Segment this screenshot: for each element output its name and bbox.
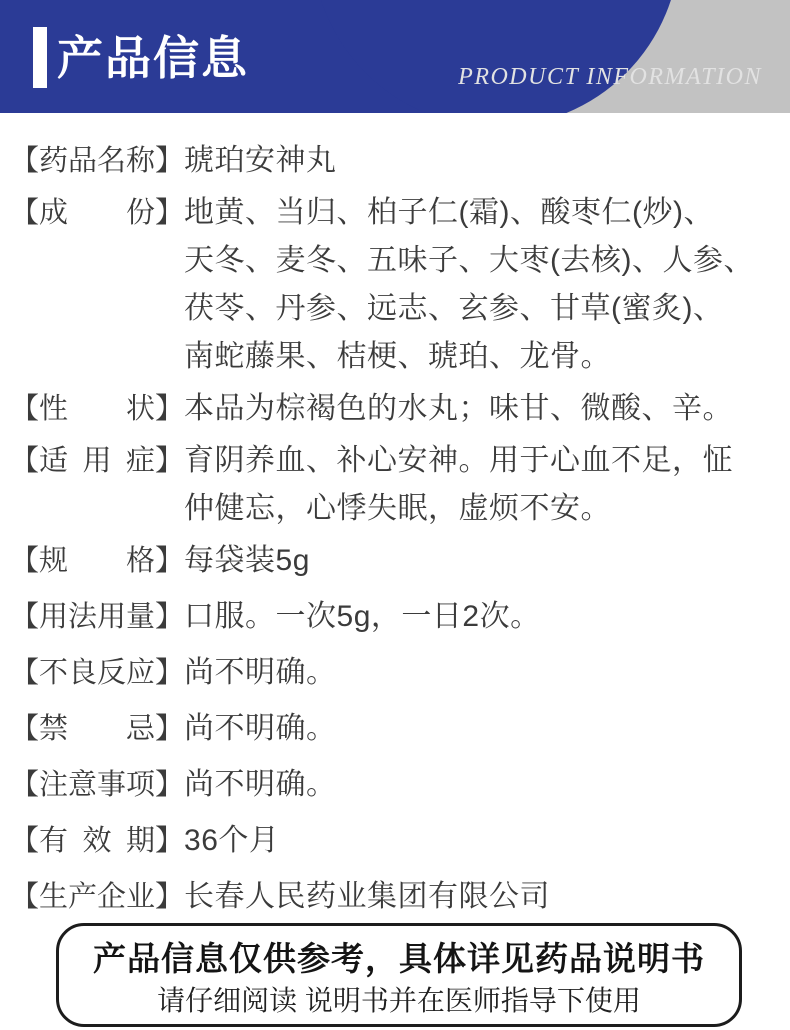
detail-row [10, 537, 790, 585]
detail-label: 【注意事项】 [10, 769, 185, 801]
detail-value [184, 873, 550, 921]
detail-line: 尚不明确。 [184, 712, 337, 745]
detail-line: 长春人民药业集团有限公司 [184, 880, 551, 913]
detail-line: 育阴养血、补心安神。用于心血不足，怔 [184, 444, 734, 477]
detail-row [10, 873, 790, 921]
detail-label: 【用法用量】 [10, 601, 185, 633]
detail-row [10, 385, 790, 433]
detail-label: 【不良反应】 [10, 657, 185, 689]
detail-row [10, 593, 790, 641]
detail-label: 【药品名称】 [10, 145, 185, 177]
detail-row [10, 705, 790, 753]
detail-row [10, 649, 790, 697]
detail-line: 地黄、当归、柏子仁(霜)、酸枣仁(炒)、 [184, 196, 714, 229]
title-accent-bar [33, 27, 47, 88]
notice-line-secondary: 请仔细阅读 说明书并在医师指导下使用 [157, 985, 641, 1016]
detail-line: 口服。一次5g，一日2次。 [184, 600, 541, 633]
detail-value [184, 649, 337, 697]
detail-value [184, 817, 279, 865]
detail-row [10, 189, 790, 381]
detail-value [184, 761, 337, 809]
detail-row [10, 437, 790, 533]
detail-label: 【生产企业】 [10, 881, 185, 913]
detail-label: 【禁 忌】 [10, 713, 185, 745]
detail-line: 尚不明确。 [184, 768, 337, 801]
detail-label: 【成 份】 [10, 197, 185, 229]
detail-value [184, 593, 541, 641]
detail-value [184, 189, 754, 381]
page-subtitle: PRODUCT INFORMATION [458, 64, 762, 90]
detail-value [184, 385, 733, 433]
header-banner [0, 0, 790, 113]
detail-value [184, 537, 310, 585]
detail-line: 仲健忘，心悸失眠，虚烦不安。 [184, 492, 612, 525]
detail-line: 本品为棕褐色的水丸；味甘、微酸、辛。 [184, 392, 734, 425]
detail-label: 【规 格】 [10, 545, 185, 577]
detail-row [10, 137, 790, 185]
detail-row [10, 761, 790, 809]
detail-label: 【性 状】 [10, 393, 185, 425]
detail-line: 36个月 [184, 824, 280, 857]
detail-value [184, 705, 337, 753]
detail-line: 天冬、麦冬、五味子、大枣(去核)、人参、 [184, 244, 754, 277]
detail-row [10, 817, 790, 865]
detail-value [184, 137, 337, 185]
footer-notice-box [56, 923, 742, 1027]
detail-label: 【有 效 期】 [10, 825, 185, 857]
detail-line: 茯苓、丹参、远志、玄参、甘草(蜜炙)、 [184, 292, 724, 325]
page-title: 产品信息 [57, 32, 249, 84]
notice-line-primary: 产品信息仅供参考，具体详见药品说明书 [93, 940, 705, 977]
detail-label: 【适 用 症】 [10, 445, 185, 477]
detail-value [184, 437, 733, 533]
detail-line: 琥珀安神丸 [184, 144, 337, 177]
detail-line: 南蛇藤果、桔梗、琥珀、龙骨。 [184, 340, 612, 373]
details-section [10, 137, 790, 921]
detail-line: 每袋装5g [184, 544, 310, 577]
detail-line: 尚不明确。 [184, 656, 337, 689]
